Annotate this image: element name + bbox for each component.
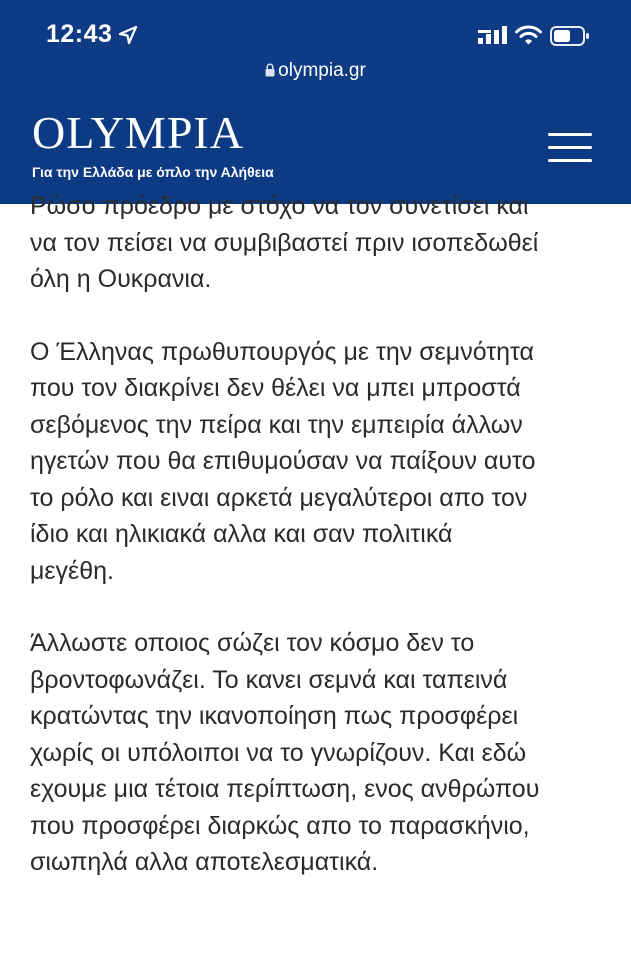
paragraph-line: που προσφέρει διαρκώς απο το παρασκήνιο,: [30, 811, 530, 840]
article-body: [30, 188, 610, 917]
paragraph-line: Ο Έλληνας πρωθυπουργός με την σεμνότητα: [30, 337, 535, 366]
article-paragraph: [30, 334, 610, 590]
location-arrow-icon: [118, 25, 138, 45]
paragraph-line: βροντοφωνάζει. Το κανει σεμνά και ταπεινά: [30, 665, 508, 694]
paragraph-line: που τον διακρίνει δεν θέλει να μπει μπροστά: [30, 374, 521, 402]
battery-icon: [550, 25, 590, 47]
hamburger-menu-icon[interactable]: [548, 133, 592, 163]
paragraph-line: εχουμε μια τέτοια περίπτωση, ενος ανθρώπου: [30, 775, 540, 803]
paragraph-line: Άλλωστε οποιος σώζει τον κόσμο δεν το: [30, 629, 475, 657]
wifi-icon: [515, 24, 542, 46]
paragraph-line: μεγέθη.: [30, 556, 114, 585]
paragraph-line: κρατώντας την ικανοποίηση πως προσφέρει: [30, 702, 519, 730]
paragraph-line: σιωπηλά αλλα αποτελεσματικά.: [30, 848, 379, 876]
paragraph-line: χωρίς οι υπόλοιποι να το γνωρίζουν. Και εδώ: [30, 738, 527, 767]
status-time: 12:43: [46, 20, 113, 48]
paragraph-line: σεβόμενος την πείρα και την εμπειρία άλλων: [30, 410, 523, 439]
address-bar[interactable]: [0, 60, 631, 88]
article-paragraph: [30, 625, 610, 881]
paragraph-line: να τον πείσει να συμβιβαστεί πριν ισοπεδωθεί: [30, 228, 539, 257]
paragraph-line: ίδιο και ηλικιακά αλλα και σαν πολιτικά: [30, 520, 453, 548]
lock-icon: [265, 63, 275, 77]
url-domain: olympia.gr: [278, 60, 366, 81]
browser-chrome: [0, 0, 631, 96]
paragraph-line: Ρώσο πρόεδρο με στόχο να τον συνετίσει και: [30, 192, 529, 220]
paragraph-line: ηγετών που θα επιθυμούσαν να παίξουν αυτο: [30, 447, 536, 475]
site-logo[interactable]: OLYMPIA: [32, 107, 244, 158]
paragraph-line: το ρόλο και ειναι αρκετά μεγαλύτεροι απο τον: [30, 483, 528, 512]
article-paragraph: [30, 188, 610, 298]
cellular-signal-icon: [478, 26, 508, 46]
site-tagline: Για την Ελλάδα με όπλο την Αλήθεια: [32, 164, 274, 180]
paragraph-line: όλη η Ουκρανια.: [30, 265, 212, 293]
